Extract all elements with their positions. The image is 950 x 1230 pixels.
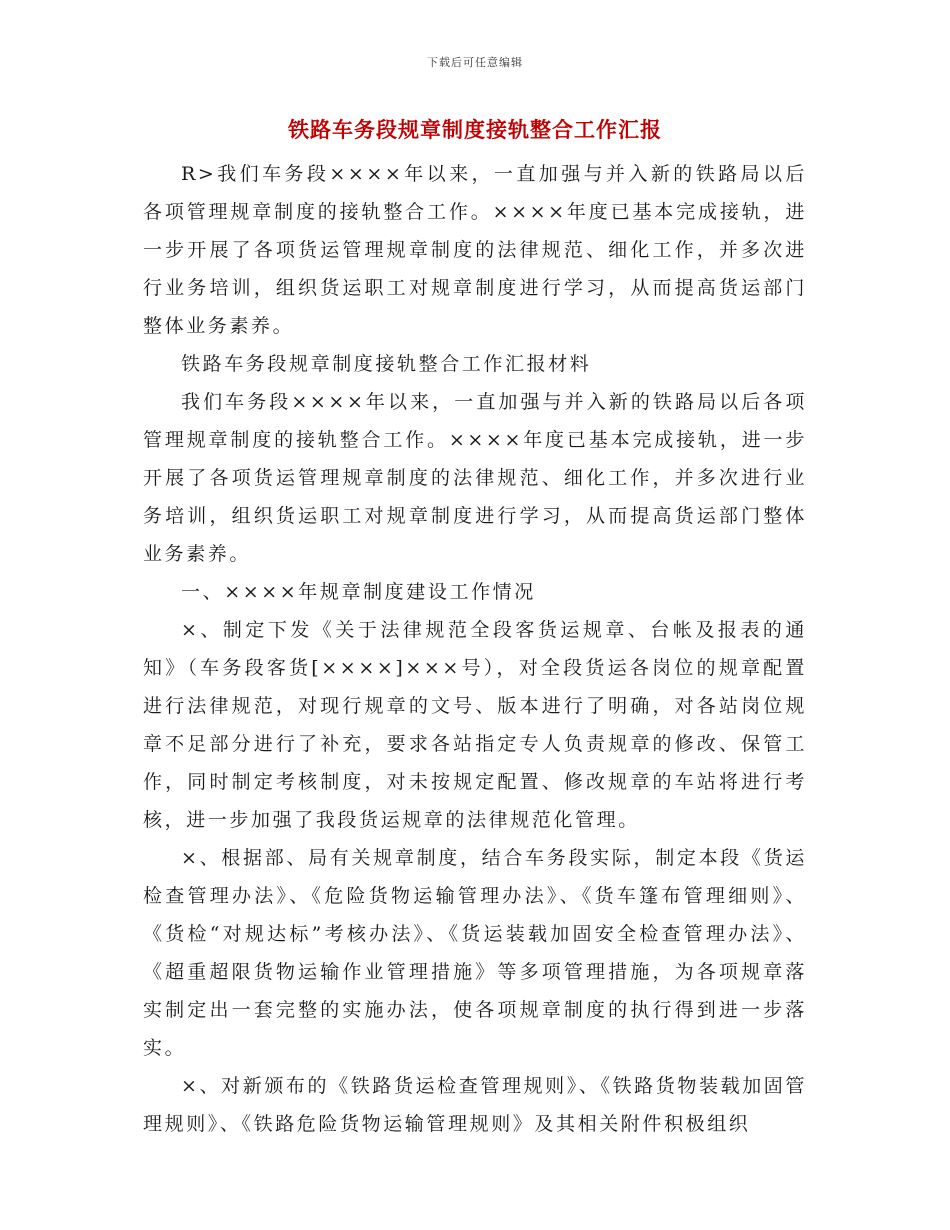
paragraph-intro: R>我们车务段××××年以来，一直加强与并入新的铁路局以后各项管理规章制度的接轨整合工作。××××年度已基本完成接轨，进一步开展了各项货运管理规章制度的法律规范、细化工作，并多次进行业务培训，组织货运职工对规章制度进行学习，从而提高货运部门整体业务素养。 — [143, 163, 807, 337]
paragraph-subtitle: 铁路车务段规章制度接轨整合工作汇报材料 — [181, 353, 592, 375]
document-title: 铁路车务段规章制度接轨整合工作汇报 — [288, 117, 662, 142]
paragraph-summary: 我们车务段××××年以来，一直加强与并入新的铁路局以后各项管理规章制度的接轨整合工作。××××年度已基本完成接轨，进一步开展了各项货运管理规章制度的法律规范、细化工作，并多次进行业务培训，组织货运职工对规章制度进行学习，从而提高货运部门整体业务素养。 — [143, 391, 807, 565]
header-note: 下载后可任意编辑 — [427, 56, 523, 69]
paragraph-item-1: ×、制定下发《关于法律规范全段客货运规章、台帐及报表的通知》（车务段客货[××××]×××号），对全段货运各岗位的规章配置进行法律规范，对现行规章的文号、版本进行了明确，对各站岗位规章不足部分进行了补充，要求各站指定专人负责规章的修改、保管工作，同时制定考核制度，对未按规定配置、修改规章的车站将进行考核，进一步加强了我段货运规章的法律规范化管理。 — [143, 619, 807, 831]
paragraph-item-2: ×、根据部、局有关规章制度，结合车务段实际，制定本段《货运检查管理办法》、《危险货物运输管理办法》、《货车篷布管理细则》、《货检“对规达标”考核办法》、《货运装载加固安全检查管理办法》、《超重超限货物运输作业管理措施》等多项管理措施，为各项规章落实制定出一套完整的实施办法，使各项规章制度的执行得到进一步落实。 — [143, 847, 807, 1059]
document-body — [143, 155, 807, 1143]
paragraph-item-3: ×、对新颁布的《铁路货运检查管理规则》、《铁路货物装载加固管理规则》、《铁路危险货物运输管理规则》及其相关附件积极组织 — [143, 1075, 807, 1135]
section-heading: 一、××××年规章制度建设工作情况 — [181, 581, 536, 603]
